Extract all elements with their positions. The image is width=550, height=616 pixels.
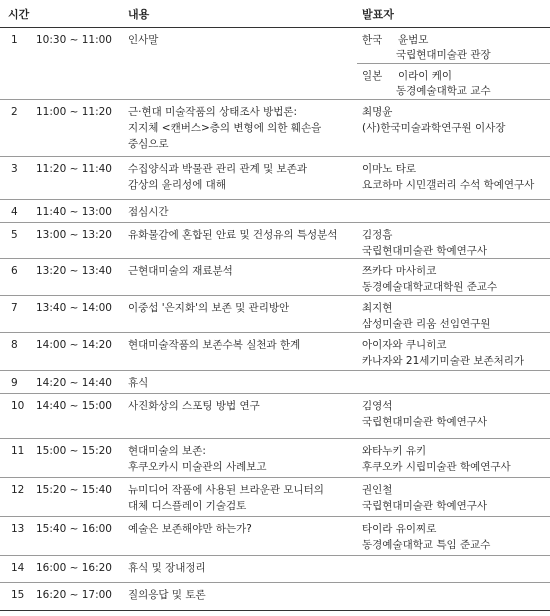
row-number: 12 [11, 484, 25, 496]
row-time: 13:20 ~ 13:40 [36, 265, 112, 277]
row-time: 11:40 ~ 13:00 [36, 206, 112, 218]
speaker-affiliation: 후쿠오카 시립미술관 학예연구사 [362, 461, 511, 473]
row-time: 13:40 ~ 14:00 [36, 302, 112, 314]
row-topic [128, 560, 353, 576]
topic-line: 이중섭 '은지화'의 보존 및 관리방안 [128, 302, 290, 314]
row-number: 7 [11, 302, 18, 314]
table-row [0, 99, 550, 157]
row-time: 16:00 ~ 16:20 [36, 562, 112, 574]
topic-line: 대체 디스플레이 기술검토 [128, 500, 247, 512]
row-topic [128, 204, 353, 220]
topic-line: 수집양식과 박물관 관리 관계 및 보존과 [128, 163, 307, 175]
speaker-affiliation: 국립현대미술관 관장 [396, 49, 491, 61]
row-number: 3 [11, 163, 18, 175]
row-speaker [362, 482, 487, 514]
speaker-affiliation: (사)한국미술과학연구원 이사장 [362, 122, 506, 134]
table-row [0, 516, 550, 556]
topic-line: 휴식 [128, 377, 149, 389]
row-number: 2 [11, 106, 18, 118]
header-speaker: 발표자 [362, 8, 394, 21]
row-number: 15 [11, 589, 25, 601]
row-number: 1 [11, 34, 18, 46]
row-topic [128, 227, 353, 243]
row-number: 6 [11, 265, 18, 277]
header-time: 시간 [8, 8, 30, 21]
speaker-name: 최명윤 [362, 106, 393, 118]
speaker-name: 이라이 케이 [398, 70, 453, 82]
row-topic [128, 161, 353, 193]
row-number: 14 [11, 562, 25, 574]
row-number: 5 [11, 229, 18, 241]
row-time: 13:00 ~ 13:20 [36, 229, 112, 241]
speaker-name: 쯔카다 마사히코 [362, 265, 437, 277]
speaker-name: 김영석 [362, 400, 393, 412]
row-time: 15:20 ~ 15:40 [36, 484, 112, 496]
row-number: 13 [11, 523, 25, 535]
speaker-name: 와타누키 유키 [362, 445, 427, 457]
row-time: 15:00 ~ 15:20 [36, 445, 112, 457]
topic-line: 유화물감에 혼합된 안료 및 건성유의 특성분석 [128, 229, 338, 241]
speaker-affiliation: 카나자와 21세기미술관 보존처리가 [362, 355, 525, 367]
row-time: 14:00 ~ 14:20 [36, 339, 112, 351]
topic-line: 현대미술작품의 보존수복 실천과 한계 [128, 339, 301, 351]
table-row [0, 332, 550, 371]
topic-line: 사진화상의 스포팅 방법 연구 [128, 400, 260, 412]
row-speaker [362, 300, 490, 332]
row-topic [128, 587, 353, 603]
table-row [0, 393, 550, 439]
topic-line: 근·현대 미술작품의 상태조사 방법론: [128, 106, 298, 118]
table-row [0, 258, 550, 296]
row-time: 10:30 ~ 11:00 [36, 34, 112, 46]
speaker-affiliation: 요코하마 시민갤러리 수석 학예연구사 [362, 179, 535, 191]
row-speaker [362, 443, 511, 475]
speaker-affiliation: 국립현대미술관 학예연구사 [362, 500, 488, 512]
topic-line: 예술은 보존해야만 하는가? [128, 523, 252, 535]
speaker-affiliation: 삼성미술관 리움 선임연구원 [362, 318, 491, 330]
topic-line: 휴식 및 장내정리 [128, 562, 206, 574]
row-speaker [362, 104, 505, 136]
row-time: 14:20 ~ 14:40 [36, 377, 112, 389]
speaker-name: 권인철 [362, 484, 393, 496]
speaker-name: 이마노 타로 [362, 163, 417, 175]
speaker-country: 한국 [362, 34, 383, 46]
row-time: 16:20 ~ 17:00 [36, 589, 112, 601]
table-row [0, 27, 550, 100]
row-topic [128, 398, 353, 414]
speaker-name: 아이자와 쿠니히코 [362, 339, 447, 351]
row-number: 9 [11, 377, 18, 389]
row-topic [128, 482, 353, 514]
row-speaker [362, 227, 487, 259]
row-topic [128, 263, 353, 279]
row-time: 15:40 ~ 16:00 [36, 523, 112, 535]
topic-line: 근현대미술의 재료분석 [128, 265, 233, 277]
topic-line: 감상의 윤리성에 대해 [128, 179, 226, 191]
speaker-affiliation: 동경예술대학교 교수 [396, 85, 491, 97]
row-topic [128, 375, 353, 391]
topic-line: 점심시간 [128, 206, 169, 218]
topic-line: 현대미술의 보존: [128, 445, 206, 457]
row-topic [128, 337, 353, 353]
row-time: 11:20 ~ 11:40 [36, 163, 112, 175]
header-content: 내용 [128, 8, 150, 21]
table-row [0, 582, 550, 611]
table-row [0, 222, 550, 259]
row-speaker [362, 398, 487, 430]
speaker-name: 최지현 [362, 302, 393, 314]
table-header [0, 0, 550, 28]
speaker-name: 김정흠 [362, 229, 393, 241]
topic-line: 지지체 <캔버스>층의 변형에 의한 훼손을 [128, 122, 322, 134]
speaker-affiliation: 국립현대미술관 학예연구사 [362, 416, 488, 428]
topic-line: 뉴미디어 작품에 사용된 브라운관 모니터의 [128, 484, 324, 496]
row-number: 11 [11, 445, 25, 457]
table-row [0, 477, 550, 517]
speaker-country: 일본 [362, 70, 383, 82]
row-number: 8 [11, 339, 18, 351]
row-number: 10 [11, 400, 25, 412]
speaker-affiliation: 국립현대미술관 학예연구사 [362, 245, 488, 257]
row-speaker [362, 263, 497, 295]
table-row [0, 438, 550, 478]
table-row [0, 295, 550, 333]
topic-line: 질의응답 및 토론 [128, 589, 206, 601]
row-topic [128, 521, 353, 537]
row-speaker [362, 161, 534, 193]
row-time: 11:00 ~ 11:20 [36, 106, 112, 118]
table-row [0, 199, 550, 223]
table-row [0, 156, 550, 200]
speaker-name: 타이라 유이찌로 [362, 523, 437, 535]
row-speaker [362, 337, 524, 369]
table-row [0, 370, 550, 394]
speaker-affiliation: 동경예술대학교 특임 준교수 [362, 539, 491, 551]
topic-line: 중심으로 [128, 138, 169, 150]
row-topic [128, 300, 353, 316]
topic-line: 후쿠오카시 미술관의 사례보고 [128, 461, 267, 473]
row-topic [128, 443, 353, 475]
row-speaker [362, 521, 490, 553]
speaker-affiliation: 동경예술대학교대학원 준교수 [362, 281, 498, 293]
row-topic [128, 104, 353, 152]
row-number: 4 [11, 206, 18, 218]
speaker-name: 윤범모 [398, 34, 429, 46]
speaker-divider [357, 63, 550, 64]
row-topic [128, 32, 353, 48]
table-row [0, 555, 550, 583]
topic-line: 인사말 [128, 34, 159, 46]
row-time: 14:40 ~ 15:00 [36, 400, 112, 412]
